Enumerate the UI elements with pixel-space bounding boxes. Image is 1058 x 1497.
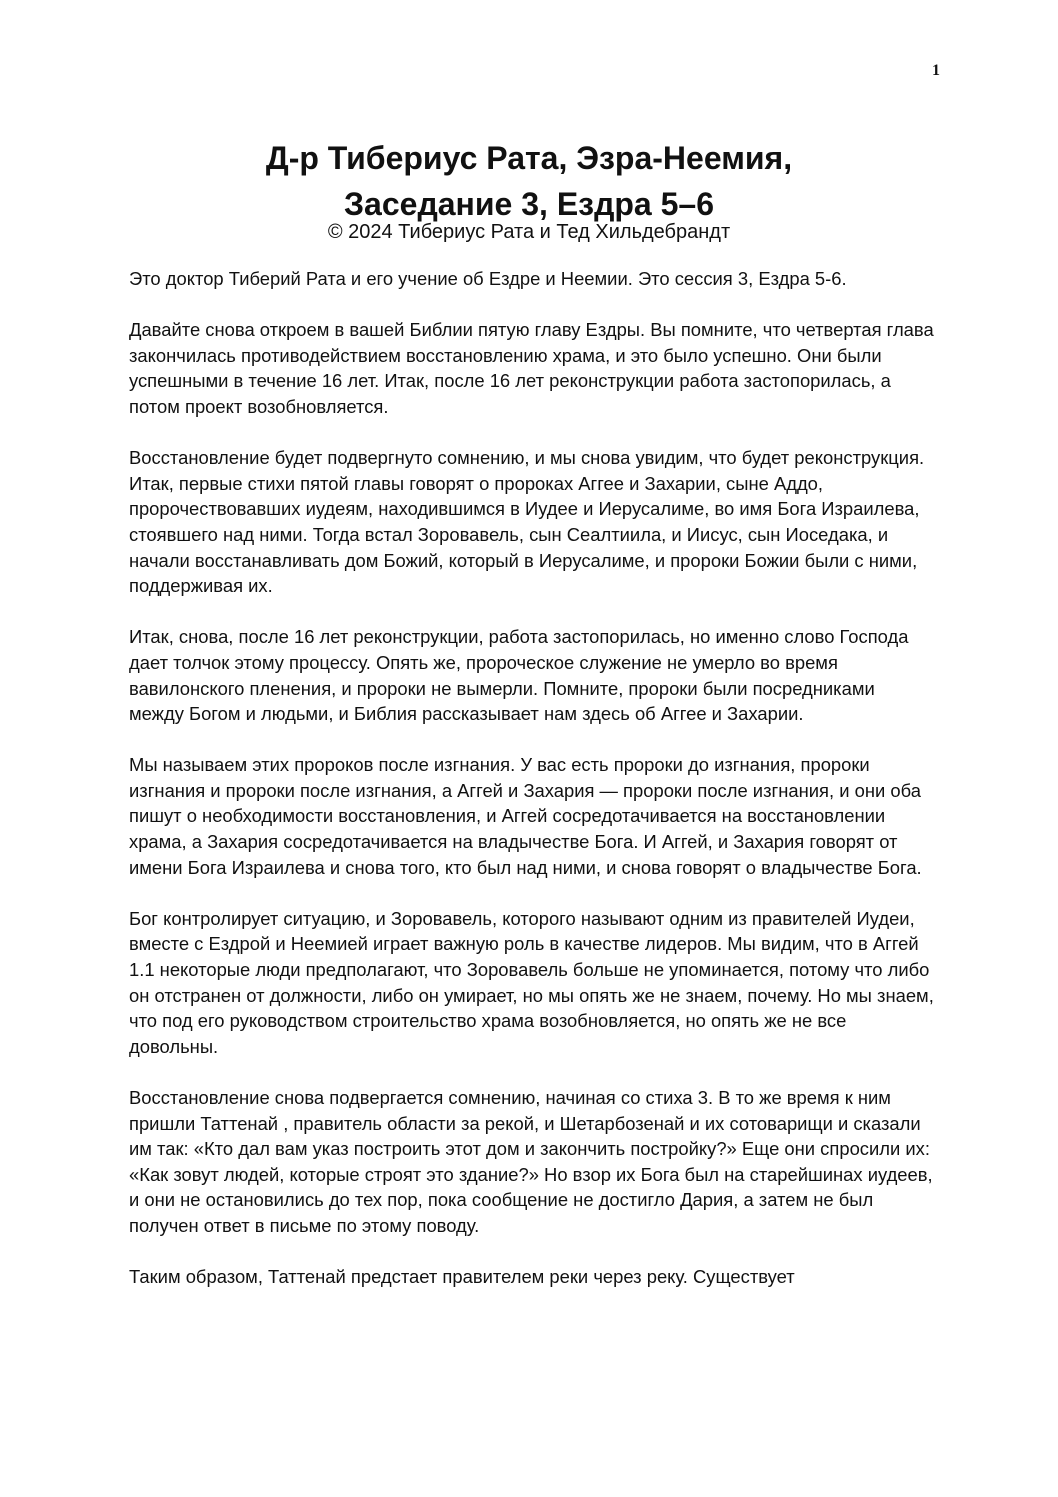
page-number: 1 <box>932 62 940 79</box>
paragraph: Таким образом, Таттенай предстает правителем реки через реку. Существует <box>129 1266 795 1288</box>
paragraph: Давайте снова откроем в вашей Библии пятую главу Ездры. Вы помните, что четвертая глава закончилась противодействием восстановлению храма, и это было успешно. Они были успешными в течение 16 лет. Итак, после 16 лет реконструкции работа застопорилась, а потом проект возобновляется. <box>129 319 934 417</box>
document-body <box>129 266 934 1315</box>
paragraph: Итак, снова, после 16 лет реконструкции, работа застопорилась, но именно слово Господа дает толчок этому процессу. Опять же, пророческое служение не умерло во время вавилонского пленения, и пророки не вымерли. Помните, пророки были посредниками между Богом и людьми, и Библия рассказывает нам здесь об Аггее и Захарии. <box>129 626 909 725</box>
paragraph: Мы называем этих пророков после изгнания. У вас есть пророки до изгнания, пророки изгнания и пророки после изгнания, а Аггей и Захария — пророки после изгнания, и они оба пишут о необходимости восстановления, и Аггей сосредотачивается на восстановлении храма, а Захария сосредотачивается на владычестве Бога. И Аггей, и Захария говорят от имени Бога Израилева и снова того, кто был над ними, и снова говорят о владычестве Бога. <box>129 754 922 878</box>
paragraph: Это доктор Тиберий Рата и его учение об Ездре и Неемии. Это сессия 3, Ездра 5-6. <box>129 268 847 289</box>
copyright-line: © 2024 Тибериус Рата и Тед Хильдебрандт <box>327 221 731 243</box>
document-title-line-1: Д-р Тибериус Рата, Эзра-Неемия, <box>265 140 793 176</box>
paragraph: Бог контролирует ситуацию, и Зоровавель, которого называют одним из правителей Иудеи, вместе с Ездрой и Неемией играет важную роль в качестве лидеров. Мы видим, что в Аггей 1.1 некоторые люди предполагают, что Зоровавель больше не упоминается, потому что либо он отстранен от должности, либо он умирает, но мы опять же не знаем, почему. Но мы знаем, что под его руководством строительство храма возобновляется, но опять же не все довольны. <box>129 907 934 1057</box>
paragraph: Восстановление будет подвергнуто сомнению, и мы снова увидим, что будет реконструкция. Итак, первые стихи пятой главы говорят о пророках Аггее и Захарии, сыне Аддо, пророчествовавших иудеям, находившимся в Иудее и Иерусалиме, во имя Бога Израилева, стоявшего над ними. Тогда встал Зоровавель, сын Сеалтиила, и Иисус, сын Иоседака, и начали восстанавливать дом Божий, который в Иерусалиме, и пророки Божии были с ними, поддерживая их. <box>129 447 925 597</box>
paragraph: Восстановление снова подвергается сомнению, начиная со стиха 3. В то же время к ним пришли Таттенай , правитель области за рекой, и Шетарбозенай и их сотоварищи и сказали им так: «Кто дал вам указ построить этот дом и закончить постройку?» Еще они спросили их: «Как зовут людей, которые строят это здание?» Но взор их Бога был на старейшинах иудеев, и они не остановились до тех пор, пока сообщение не достигло Дария, а затем не был получен ответ в письме по этому поводу. <box>129 1087 933 1236</box>
document-title-line-2: Заседание 3, Ездра 5–6 <box>344 186 714 222</box>
